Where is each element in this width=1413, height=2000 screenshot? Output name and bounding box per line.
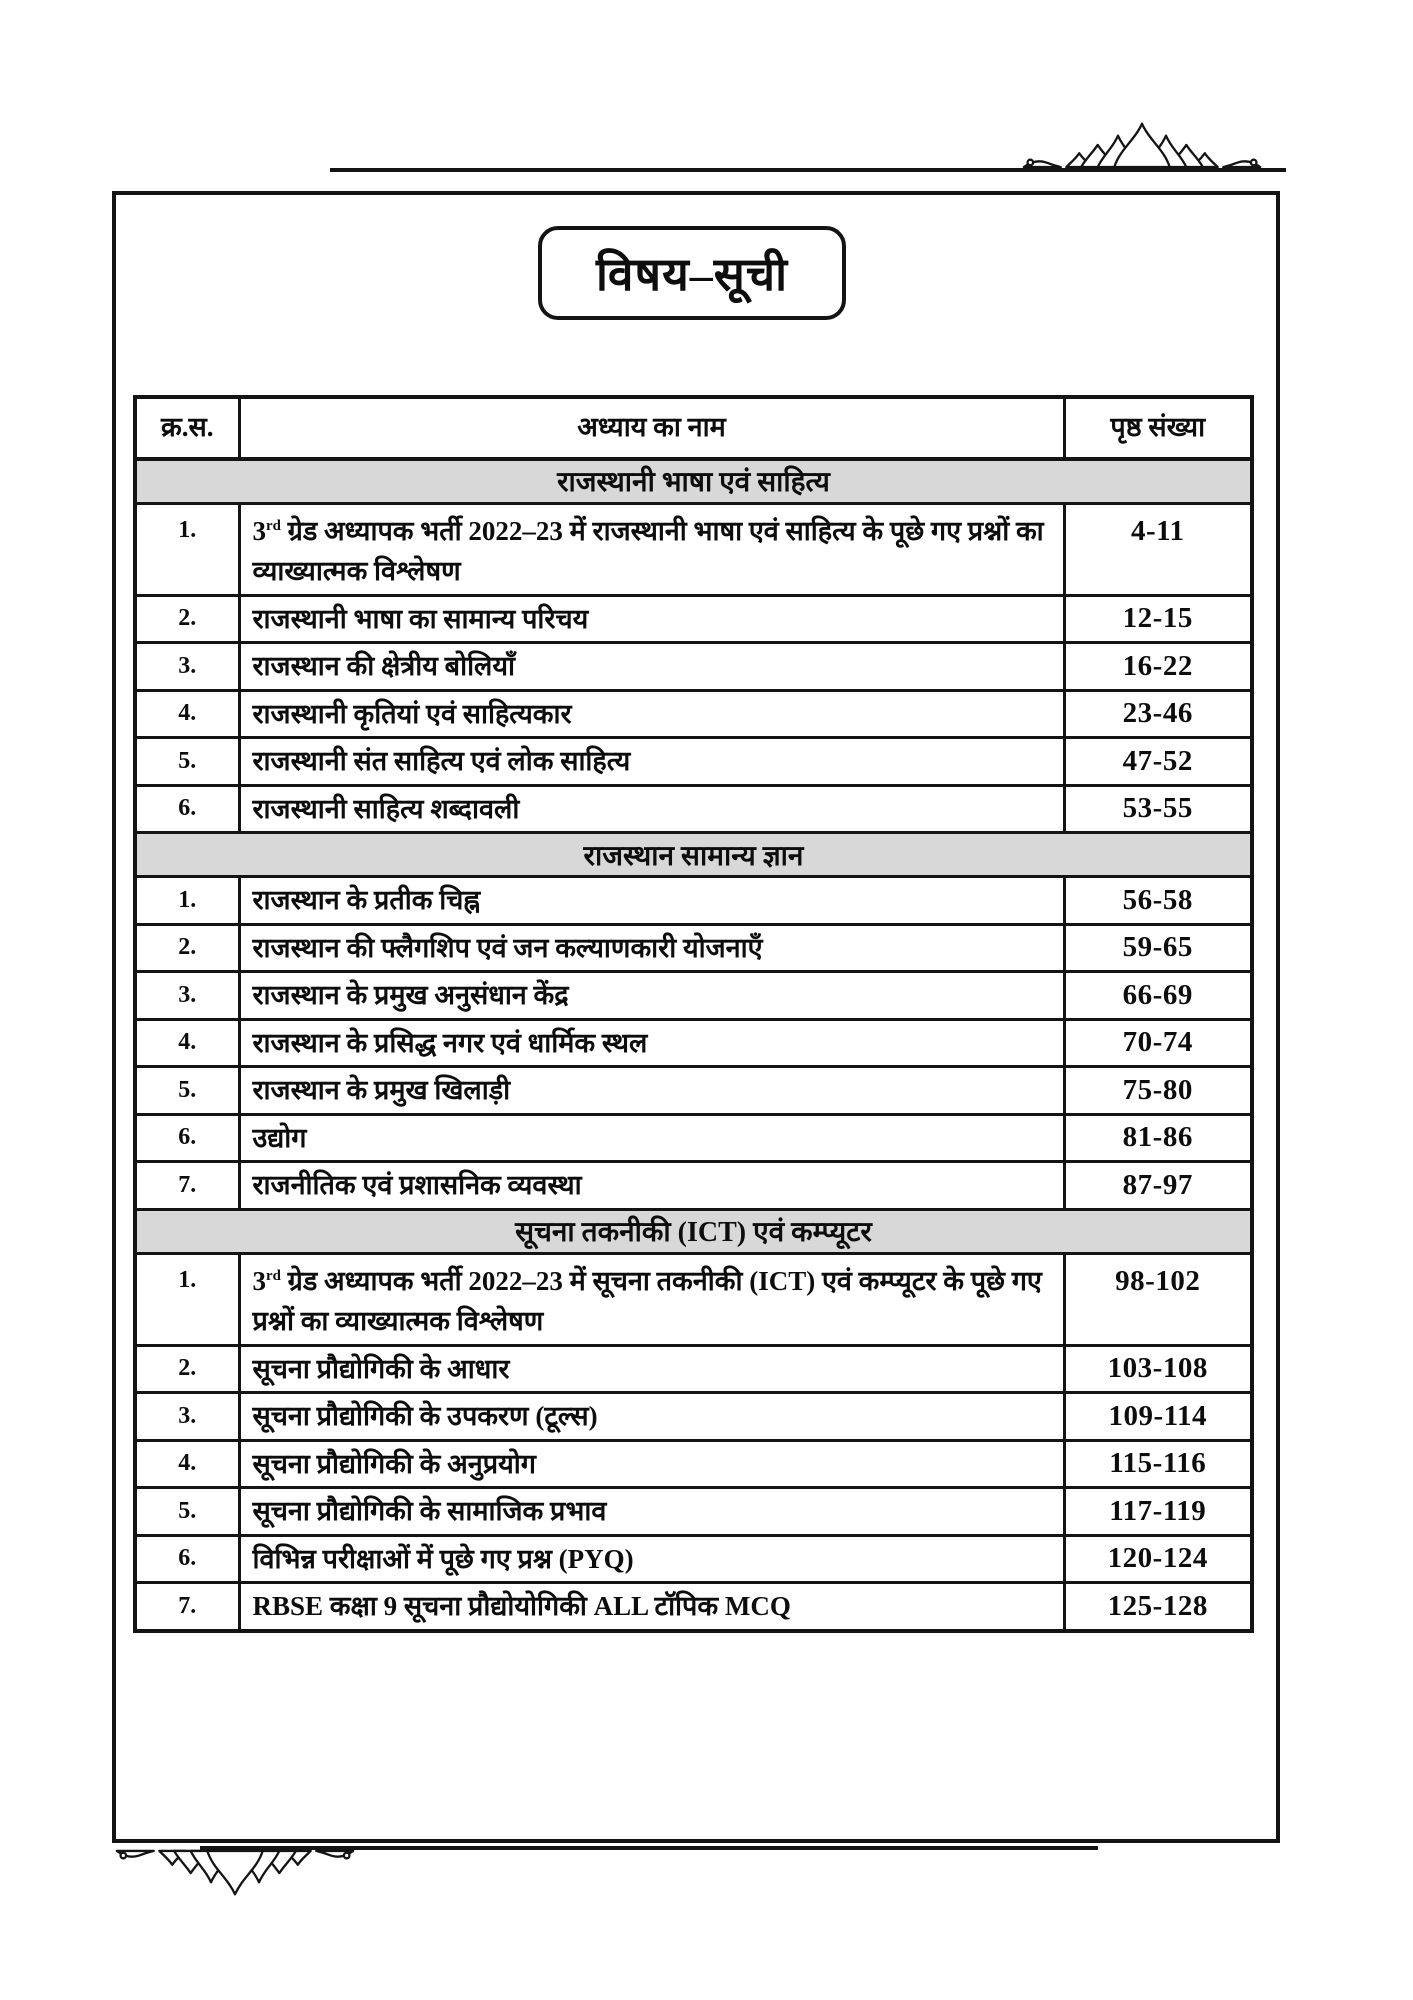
pages-cell: 120-124 <box>1064 1535 1252 1583</box>
pages-header: पृष्ठ संख्या <box>1064 397 1252 459</box>
chapter-title-text: 3 <box>252 515 266 546</box>
section-header-row <box>135 459 1252 503</box>
pages-cell: 23-46 <box>1064 690 1252 738</box>
chapter-cell <box>239 738 1064 786</box>
toc-row <box>135 643 1252 691</box>
pages-cell: 109-114 <box>1064 1393 1252 1441</box>
serial-cell: 4. <box>135 1019 239 1067</box>
toc-row <box>135 1535 1252 1583</box>
chapter-title-text: उद्योग <box>252 1122 307 1153</box>
chapter-title-text: सूचना प्रौद्योगिकी के आधार <box>252 1353 510 1384</box>
chapter-cell <box>239 1440 1064 1488</box>
chapter-title-text: राजस्थानी साहित्य शब्दावली <box>252 793 520 824</box>
toc-row <box>135 1253 1252 1345</box>
ordinal-superscript: rd <box>266 517 281 534</box>
chapter-cell <box>239 1162 1064 1210</box>
serial-cell: 3. <box>135 1393 239 1441</box>
chapter-cell <box>239 1583 1064 1631</box>
serial-cell: 1. <box>135 1253 239 1345</box>
pages-cell: 16-22 <box>1064 643 1252 691</box>
serial-cell: 7. <box>135 1162 239 1210</box>
serial-cell: 6. <box>135 785 239 833</box>
toc-row <box>135 595 1252 643</box>
pages-cell: 117-119 <box>1064 1488 1252 1536</box>
pages-cell: 103-108 <box>1064 1345 1252 1393</box>
serial-cell: 6. <box>135 1114 239 1162</box>
toc-row <box>135 1114 1252 1162</box>
pages-cell: 53-55 <box>1064 785 1252 833</box>
serial-cell: 1. <box>135 877 239 925</box>
section-header-label: सूचना तकनीकी (ICT) एवं कम्प्यूटर <box>135 1209 1252 1253</box>
section-header-label: राजस्थानी भाषा एवं साहित्य <box>135 459 1252 503</box>
toc-row <box>135 1488 1252 1536</box>
toc-row <box>135 1440 1252 1488</box>
title-box <box>538 226 846 320</box>
page-title: विषय–सूची <box>596 249 788 300</box>
toc-row <box>135 690 1252 738</box>
section-header-row <box>135 1209 1252 1253</box>
serial-cell: 5. <box>135 738 239 786</box>
chapter-title-text: 3 <box>252 1265 266 1296</box>
serial-cell: 3. <box>135 643 239 691</box>
serial-cell: 2. <box>135 1345 239 1393</box>
serial-cell: 2. <box>135 595 239 643</box>
serial-cell: 7. <box>135 1583 239 1631</box>
toc-row <box>135 1162 1252 1210</box>
section-header-label: राजस्थान सामान्य ज्ञान <box>135 833 1252 877</box>
toc-row <box>135 503 1252 595</box>
chapter-cell <box>239 1393 1064 1441</box>
toc-table-body <box>135 459 1252 1631</box>
ordinal-superscript: rd <box>266 1267 281 1284</box>
chapter-cell <box>239 1067 1064 1115</box>
pages-cell: 66-69 <box>1064 972 1252 1020</box>
toc-row <box>135 1067 1252 1115</box>
pages-cell: 56-58 <box>1064 877 1252 925</box>
chapter-cell <box>239 690 1064 738</box>
pages-cell: 59-65 <box>1064 924 1252 972</box>
pages-cell: 75-80 <box>1064 1067 1252 1115</box>
pages-cell: 125-128 <box>1064 1583 1252 1631</box>
toc-row <box>135 877 1252 925</box>
chapter-cell <box>239 643 1064 691</box>
chapter-cell <box>239 1488 1064 1536</box>
chapter-title-text: सूचना प्रौद्योगिकी के उपकरण (टूल्स) <box>252 1401 598 1431</box>
chapter-cell <box>239 785 1064 833</box>
chapter-title-text: राजस्थानी भाषा का सामान्य परिचय <box>252 603 589 634</box>
serial-header: क्र.स. <box>135 397 239 459</box>
chapter-title-text: RBSE कक्षा 9 सूचना प्रौद्योयोगिकी ALL टॉपिक MCQ <box>252 1591 791 1621</box>
chapter-title-text: राजनीतिक एवं प्रशासनिक व्यवस्था <box>252 1170 582 1200</box>
chapter-title-text: ग्रेड अध्यापक भर्ती 2022–23 में राजस्थानी भाषा एवं साहित्य के पूछे गए प्रश्नों का व्याख्यात्मक विश्लेषण <box>252 515 1044 586</box>
chapter-title-text: सूचना प्रौद्योगिकी के सामाजिक प्रभाव <box>252 1496 607 1526</box>
chapter-cell <box>239 1019 1064 1067</box>
toc-row <box>135 1019 1252 1067</box>
pages-cell: 4-11 <box>1064 503 1252 595</box>
chapter-cell <box>239 1535 1064 1583</box>
toc-row <box>135 1583 1252 1631</box>
chapter-cell <box>239 1114 1064 1162</box>
chapter-cell <box>239 595 1064 643</box>
chapter-title-text: राजस्थानी कृतियां एवं साहित्यकार <box>252 698 572 729</box>
section-header-row <box>135 833 1252 877</box>
pages-cell: 81-86 <box>1064 1114 1252 1162</box>
serial-cell: 6. <box>135 1535 239 1583</box>
toc-table-head <box>135 397 1252 459</box>
pages-cell: 47-52 <box>1064 738 1252 786</box>
pages-cell: 12-15 <box>1064 595 1252 643</box>
chapter-cell <box>239 1345 1064 1393</box>
lotus-ornament-bottom-icon <box>115 1848 355 1900</box>
serial-cell: 4. <box>135 690 239 738</box>
chapter-cell <box>239 972 1064 1020</box>
lotus-ornament-top-icon <box>1022 118 1262 170</box>
pages-cell: 87-97 <box>1064 1162 1252 1210</box>
pages-cell: 70-74 <box>1064 1019 1252 1067</box>
pages-cell: 98-102 <box>1064 1253 1252 1345</box>
chapter-title-text: सूचना प्रौद्योगिकी के अनुप्रयोग <box>252 1448 536 1479</box>
chapter-title-text: राजस्थान के प्रसिद्ध नगर एवं धार्मिक स्थल <box>252 1027 648 1058</box>
toc-row <box>135 972 1252 1020</box>
serial-cell: 2. <box>135 924 239 972</box>
chapter-title-text: राजस्थान के प्रमुख खिलाड़ी <box>252 1075 511 1105</box>
toc-row <box>135 924 1252 972</box>
pages-cell: 115-116 <box>1064 1440 1252 1488</box>
chapter-title-text: विभिन्न परीक्षाओं में पूछे गए प्रश्न (PYQ) <box>252 1543 634 1574</box>
chapter-title-text: राजस्थान की फ्लैगशिप एवं जन कल्याणकारी योजनाएँ <box>252 932 763 963</box>
toc-table <box>133 395 1254 1633</box>
chapter-title-text: राजस्थान की क्षेत्रीय बोलियाँ <box>252 651 516 681</box>
chapter-title-text: ग्रेड अध्यापक भर्ती 2022–23 में सूचना तकनीकी (ICT) एवं कम्प्यूटर के पूछे गए प्रश्नों का व्याख्यात्मक विश्लेषण <box>252 1265 1042 1336</box>
toc-row <box>135 785 1252 833</box>
chapter-title-text: राजस्थान के प्रमुख अनुसंधान केंद्र <box>252 980 569 1010</box>
toc-row <box>135 1393 1252 1441</box>
serial-cell: 5. <box>135 1488 239 1536</box>
toc-row <box>135 738 1252 786</box>
chapter-header: अध्याय का नाम <box>239 397 1064 459</box>
chapter-title-text: राजस्थान के प्रतीक चिह्न <box>252 885 481 915</box>
chapter-cell <box>239 503 1064 595</box>
chapter-cell <box>239 877 1064 925</box>
serial-cell: 5. <box>135 1067 239 1115</box>
header-row <box>135 397 1252 459</box>
serial-cell: 1. <box>135 503 239 595</box>
serial-cell: 3. <box>135 972 239 1020</box>
chapter-cell <box>239 924 1064 972</box>
chapter-title-text: राजस्थानी संत साहित्य एवं लोक साहित्य <box>252 746 631 776</box>
serial-cell: 4. <box>135 1440 239 1488</box>
chapter-cell <box>239 1253 1064 1345</box>
toc-row <box>135 1345 1252 1393</box>
